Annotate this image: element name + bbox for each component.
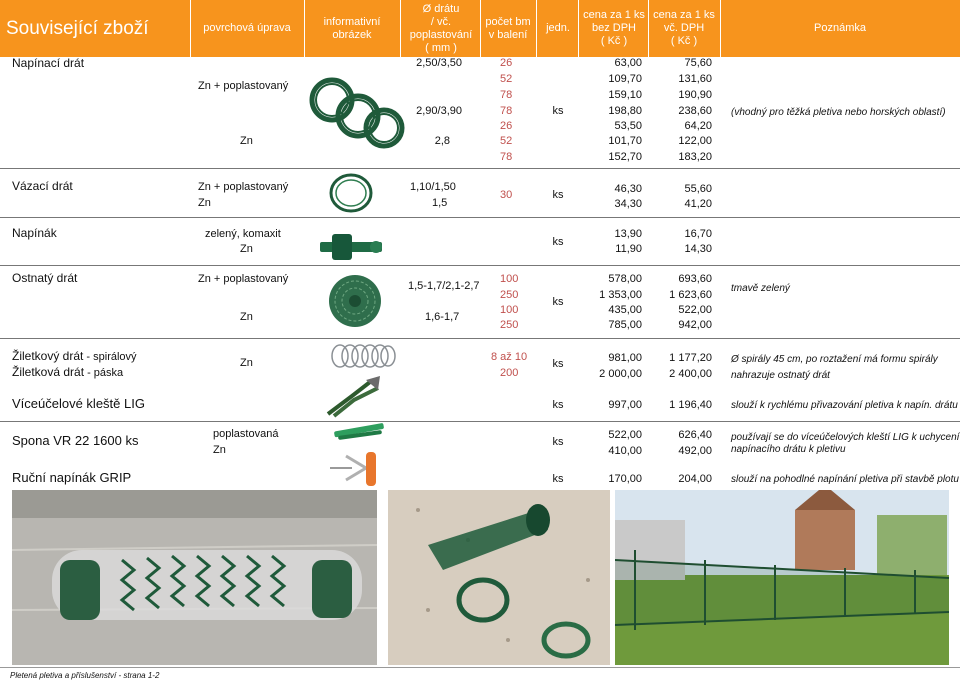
header-unit: jedn. xyxy=(546,22,570,34)
product-name-ostnaty: Ostnatý drát xyxy=(12,271,78,285)
row-divider xyxy=(0,217,960,218)
surface-ziletkovy: Zn xyxy=(240,357,253,369)
count-ostnaty-2: 250 xyxy=(500,289,519,301)
price-ex-spona-1: 522,00 xyxy=(608,429,642,441)
price-inc-napinaci-3: 190,90 xyxy=(678,89,712,101)
count-ziletkovy-1: 8 až 10 xyxy=(491,351,528,363)
price-inc-grip: 204,00 xyxy=(678,473,712,485)
product-name-napinaci: Napínací drát xyxy=(12,56,85,70)
product-name-spona: Spona VR 22 1600 ks xyxy=(12,433,139,448)
product-name-ziletkovy-spiral: Žiletkový drát - spirálový xyxy=(12,349,137,363)
price-inc-napinaci-6: 122,00 xyxy=(678,135,712,147)
price-inc-ziletkovy-2: 2 400,00 xyxy=(669,368,712,380)
surface-ostnaty-1: Zn + poplastovaný xyxy=(198,273,289,285)
count-ostnaty-3: 100 xyxy=(500,304,519,316)
product-name-klieste: Víceúčelové kleště LIG xyxy=(12,396,145,411)
price-ex-napinaci-4: 198,80 xyxy=(608,105,642,117)
diameter-vazaci-2: 1,5 xyxy=(432,197,448,209)
header-note: Poznámka xyxy=(814,22,866,34)
diameter-vazaci-1: 1,10/1,50 xyxy=(410,181,456,193)
price-inc-ostnaty-4: 942,00 xyxy=(678,319,712,331)
product-name-vazaci: Vázací drát xyxy=(12,179,73,193)
header-surface: povrchová úprava xyxy=(203,22,291,34)
surface-ostnaty-2: Zn xyxy=(240,311,253,323)
price-ex-ostnaty-2: 1 353,00 xyxy=(599,289,642,301)
header-image: informativní obrázek xyxy=(323,15,381,41)
pliers-image xyxy=(322,374,384,418)
price-ex-napinaci-2: 109,70 xyxy=(608,73,642,85)
price-ex-vazaci-2: 34,30 xyxy=(614,198,642,210)
diameter-napinaci-3: 2,8 xyxy=(434,135,450,147)
row-divider xyxy=(0,421,960,422)
diameter-ostnaty-2: 1,6-1,7 xyxy=(425,311,460,323)
price-inc-napinaci-5: 64,20 xyxy=(684,120,712,132)
price-ex-klieste: 997,00 xyxy=(608,399,642,411)
note-ziletkovy-2: nahrazuje ostnatý drát xyxy=(731,370,830,381)
price-ex-ostnaty-1: 578,00 xyxy=(608,273,642,285)
unit-napinak: ks xyxy=(552,236,564,248)
unit-napinaci: ks xyxy=(552,105,564,117)
price-inc-spona-2: 492,00 xyxy=(678,445,712,457)
price-ex-napinaci-1: 63,00 xyxy=(614,57,642,69)
header-divider xyxy=(578,0,579,57)
razor-wire-image xyxy=(328,341,398,371)
count-napinaci-1: 26 xyxy=(500,57,513,69)
unit-ostnaty: ks xyxy=(552,296,564,308)
price-inc-napinaci-4: 238,60 xyxy=(678,105,712,117)
row-divider xyxy=(0,265,960,266)
count-napinaci-7: 78 xyxy=(500,151,513,163)
surface-napinak-2: Zn xyxy=(240,243,253,255)
price-ex-napinak-1: 13,90 xyxy=(614,228,642,240)
price-ex-ziletkovy-2: 2 000,00 xyxy=(599,368,642,380)
header-divider xyxy=(400,0,401,57)
price-ex-ziletkovy-1: 981,00 xyxy=(608,352,642,364)
count-napinaci-2: 52 xyxy=(500,73,513,85)
price-inc-napinaci-2: 131,60 xyxy=(678,73,712,85)
header-divider xyxy=(720,0,721,57)
note-ziletkovy-1: Ø spirály 45 cm, po roztažení má formu spirály xyxy=(731,354,938,365)
price-inc-ostnaty-3: 522,00 xyxy=(678,304,712,316)
count-napinaci-6: 52 xyxy=(500,135,513,147)
header-divider xyxy=(480,0,481,57)
header-divider xyxy=(190,0,191,57)
footer-divider xyxy=(0,667,960,668)
count-ostnaty-4: 250 xyxy=(500,319,519,331)
mesh-and-wire-photo xyxy=(388,490,610,665)
surface-napinaci-1: Zn + poplastovaný xyxy=(198,80,289,92)
price-inc-ostnaty-2: 1 623,60 xyxy=(669,289,712,301)
price-ex-spona-2: 410,00 xyxy=(608,445,642,457)
count-napinaci-4: 78 xyxy=(500,105,513,117)
row-divider xyxy=(0,338,960,339)
price-inc-napinak-1: 16,70 xyxy=(684,228,712,240)
diameter-ostnaty-1: 1,5-1,7/2,1-2,7 xyxy=(408,280,480,292)
header-price-ex: cena za 1 ks bez DPH ( Kč ) xyxy=(583,9,645,47)
header-divider xyxy=(304,0,305,57)
note-spona-1: používají se do víceúčelových kleští LIG k uchycení xyxy=(731,432,960,443)
header-divider xyxy=(536,0,537,57)
header-price-inc: cena za 1 ks vč. DPH ( Kč ) xyxy=(653,9,715,47)
price-inc-napinak-2: 14,30 xyxy=(684,243,712,255)
page-footer: Pletená pletiva a příslušenství - strana 1-2 xyxy=(10,671,160,680)
table-header xyxy=(0,0,960,57)
diameter-napinaci-2: 2,90/3,90 xyxy=(416,105,462,117)
unit-ziletkovy: ks xyxy=(552,358,564,370)
price-inc-napinaci-7: 183,20 xyxy=(678,151,712,163)
count-vazaci: 30 xyxy=(500,189,513,201)
price-inc-ziletkovy-1: 1 177,20 xyxy=(669,352,712,364)
surface-vazaci-1: Zn + poplastovaný xyxy=(198,181,289,193)
count-ostnaty-1: 100 xyxy=(500,273,519,285)
unit-klieste: ks xyxy=(552,399,564,411)
header-diameter: Ø drátu / vč. poplastování ( mm ) xyxy=(409,2,473,54)
price-ex-ostnaty-4: 785,00 xyxy=(608,319,642,331)
row-divider xyxy=(0,168,960,169)
price-ex-napinaci-6: 101,70 xyxy=(608,135,642,147)
clips-image xyxy=(330,419,390,443)
price-inc-klieste: 1 196,40 xyxy=(669,399,712,411)
product-name-grip: Ruční napínák GRIP xyxy=(12,470,132,485)
page-title: Související zboží xyxy=(6,18,149,39)
surface-vazaci-2: Zn xyxy=(198,197,211,209)
count-napinaci-5: 26 xyxy=(500,120,513,132)
wire-coils-image xyxy=(300,72,410,152)
price-inc-vazaci-2: 41,20 xyxy=(684,198,712,210)
count-napinaci-3: 78 xyxy=(500,89,513,101)
surface-spona-2: Zn xyxy=(213,444,226,456)
grip-tensioner-image xyxy=(326,446,384,490)
price-ex-napinaci-3: 159,10 xyxy=(608,89,642,101)
fence-roll-photo xyxy=(12,490,377,665)
price-ex-napinaci-7: 152,70 xyxy=(608,151,642,163)
diameter-napinaci-1: 2,50/3,50 xyxy=(416,57,462,69)
unit-vazaci: ks xyxy=(552,189,564,201)
price-ex-napinaci-5: 53,50 xyxy=(614,120,642,132)
note-napinaci: (vhodný pro těžká pletiva nebo horských oblastí) xyxy=(731,107,946,118)
product-name-napinak: Napínák xyxy=(12,226,57,240)
unit-grip: ks xyxy=(552,473,564,485)
price-ex-vazaci-1: 46,30 xyxy=(614,183,642,195)
price-ex-napinak-2: 11,90 xyxy=(615,243,642,255)
price-ex-grip: 170,00 xyxy=(608,473,642,485)
barbed-wire-image xyxy=(326,272,384,330)
note-grip: slouží na pohodlné napínání pletiva při stavbě plotu xyxy=(731,474,959,485)
unit-spona: ks xyxy=(552,436,564,448)
surface-napinaci-2: Zn xyxy=(240,135,253,147)
note-klieste: slouží k rychlému přivazování pletiva k napín. drátu xyxy=(731,400,958,411)
surface-napinak-1: zelený, komaxit xyxy=(205,228,281,240)
count-ziletkovy-2: 200 xyxy=(500,367,519,379)
binding-wire-image xyxy=(328,172,374,214)
price-ex-ostnaty-3: 435,00 xyxy=(608,304,642,316)
header-divider xyxy=(648,0,649,57)
price-inc-vazaci-1: 55,60 xyxy=(684,183,712,195)
note-spona-2: napínacího drátu k pletivu xyxy=(731,444,846,455)
installed-fence-photo xyxy=(615,490,949,665)
price-inc-napinaci-1: 75,60 xyxy=(684,57,712,69)
price-inc-ostnaty-1: 693,60 xyxy=(678,273,712,285)
price-inc-spona-1: 626,40 xyxy=(678,429,712,441)
tensioner-image xyxy=(316,228,392,266)
product-name-ziletkovy-tape: Žiletková drát - páska xyxy=(12,365,124,379)
surface-spona-1: poplastovaná xyxy=(213,428,279,440)
note-ostnaty: tmavě zelený xyxy=(731,283,790,294)
header-count: počet bm v balení xyxy=(485,15,531,41)
